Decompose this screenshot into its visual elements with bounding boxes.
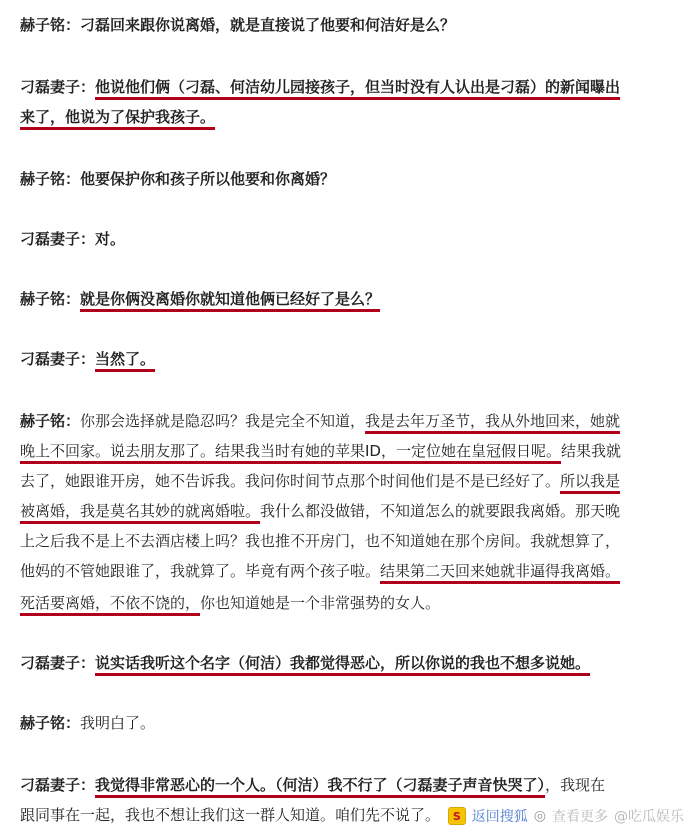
- footer-bar: [448, 804, 684, 828]
- dialogue-line: [20, 168, 335, 190]
- dialogue-text: 你那会选择就是隐忍吗？我是完全不知道，: [80, 412, 366, 430]
- dialogue-line: [20, 470, 620, 492]
- dialogue-text: 他要保护你和孩子所以他要和你离婚？: [80, 170, 336, 188]
- dialogue-text: 刁磊回来跟你说离婚，就是直接说了他要和何洁好是么？: [80, 16, 456, 34]
- watermark-text: 查看更多: [552, 809, 608, 825]
- highlighted-text: 被离婚，我是莫名其妙的就离婚啦。: [20, 502, 261, 520]
- highlighted-text: 我觉得非常恶心的一个人。（何洁）我不行了（刁磊妻子声音快哭了）: [95, 776, 546, 794]
- dialogue-line: [20, 106, 215, 128]
- highlighted-text: 就是你俩没离婚你就知道他俩已经好了是么？: [80, 290, 381, 308]
- dialogue-line: [20, 530, 620, 552]
- dialogue-text: 他妈的不管她跟谁了，我就算了。毕竟有两个孩子啦。: [20, 562, 381, 580]
- dialogue-line: [20, 500, 620, 522]
- dialogue-line: [20, 804, 440, 826]
- dialogue-text: 对。: [95, 230, 126, 248]
- speaker-label: 刁磊妻子：: [20, 654, 96, 672]
- highlighted-text: 晚上不回家。说去朋友那了。结果我当时有她的苹果ID，一定位她在皇冠假日呢。: [20, 442, 561, 460]
- speaker-label: 赫子铭：: [20, 412, 81, 430]
- dialogue-line: [20, 288, 380, 310]
- weibo-icon: ◎: [533, 808, 546, 824]
- watermark-handle: @吃瓜娱乐: [614, 809, 684, 825]
- dialogue-line: [20, 440, 621, 462]
- highlighted-text: 死活要离婚，不依不饶的，: [20, 594, 201, 612]
- dialogue-line: [20, 652, 590, 674]
- dialogue-line: [20, 774, 605, 796]
- dialogue-line: [20, 712, 155, 734]
- dialogue-line: [20, 560, 620, 582]
- dialogue-line: [20, 14, 455, 36]
- dialogue-text: 上之后我不是上不去酒店楼上吗？我也推不开房门，也不知道她在那个房间。我就想算了，: [20, 532, 621, 550]
- dialogue-text: ，我现在: [545, 776, 606, 794]
- speaker-label: 赫子铭：: [20, 170, 81, 188]
- dialogue-text: 跟同事在一起，我也不想让我们这一群人知道。咱们先不说了。: [20, 806, 441, 824]
- speaker-label: 赫子铭：: [20, 290, 81, 308]
- speaker-label: 刁磊妻子：: [20, 350, 96, 368]
- highlighted-text: 所以我是: [560, 472, 621, 490]
- dialogue-text: 你也知道她是一个非常强势的女人。: [200, 594, 441, 612]
- highlighted-text: 结果第二天回来她就非逼得我离婚。: [380, 562, 621, 580]
- highlighted-text: 他说他们俩（刁磊、何洁幼儿园接孩子，但当时没有人认出是刁磊）的新闻曝出: [95, 78, 621, 96]
- highlighted-text: 我是去年万圣节，我从外地回来，她就: [365, 412, 621, 430]
- back-to-sohu-link[interactable]: 返回搜狐: [471, 809, 528, 825]
- highlighted-text: 来了，他说为了保护我孩子。: [20, 108, 216, 126]
- highlighted-text: 说实话我听这个名字（何洁）我都觉得恶心，所以你说的我也不想多说她。: [95, 654, 591, 672]
- highlighted-text: 当然了。: [95, 350, 156, 368]
- dialogue-text: 去了，她跟谁开房，她不告诉我。我问你时间节点那个时间他们是不是已经好了。: [20, 472, 561, 490]
- speaker-label: 刁磊妻子：: [20, 230, 96, 248]
- speaker-label: 赫子铭：: [20, 16, 81, 34]
- speaker-label: 刁磊妻子：: [20, 776, 96, 794]
- dialogue-line: [20, 228, 125, 250]
- dialogue-text: 我明白了。: [80, 714, 156, 732]
- dialogue-text: 我什么都没做错，不知道怎么的就要跟我离婚。那天晚: [260, 502, 621, 520]
- sohu-logo-icon[interactable]: S: [448, 807, 466, 825]
- speaker-label: 刁磊妻子：: [20, 78, 96, 96]
- speaker-label: 赫子铭：: [20, 714, 81, 732]
- dialogue-line: [20, 410, 620, 432]
- dialogue-text: 结果我就: [560, 442, 621, 460]
- dialogue-line: [20, 76, 620, 98]
- dialogue-line: [20, 348, 155, 370]
- dialogue-line: [20, 592, 440, 614]
